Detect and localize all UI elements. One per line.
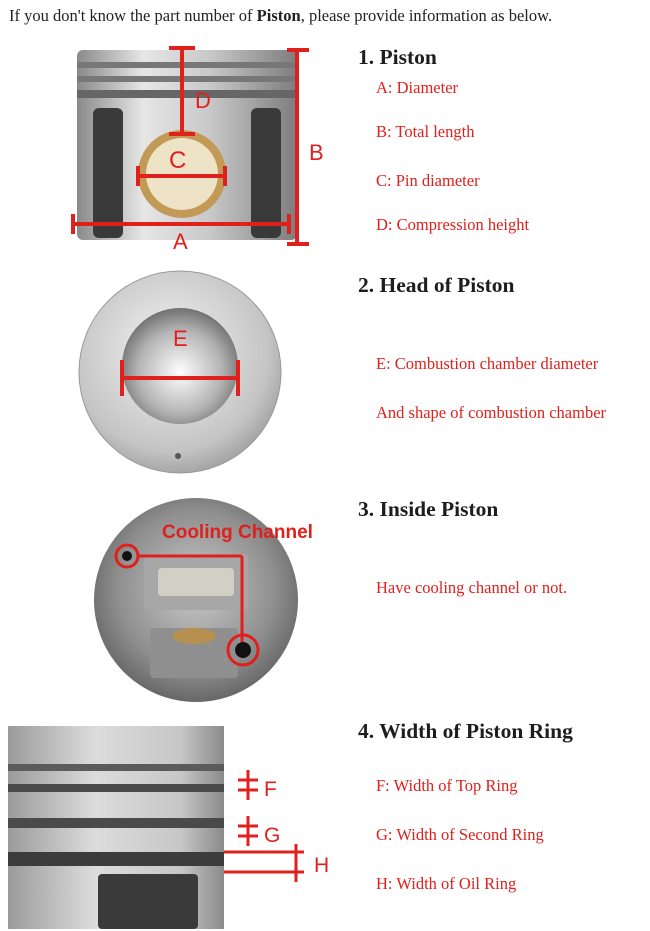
item-total-length: B: Total length xyxy=(376,122,475,141)
intro-text xyxy=(9,6,649,26)
label-g: G xyxy=(264,824,281,847)
label-c: C xyxy=(169,147,187,174)
piston-side-image xyxy=(65,42,330,257)
heading-ring-width: 4. Width of Piston Ring xyxy=(358,719,573,743)
item-combustion-shape: And shape of combustion chamber xyxy=(376,403,607,422)
item-compression-height: D: Compression height xyxy=(376,215,530,234)
heading-piston: 1. Piston xyxy=(358,45,437,69)
label-d: D xyxy=(195,88,211,113)
label-f: F xyxy=(264,778,277,801)
label-b: B xyxy=(309,140,324,165)
item-top-ring: F: Width of Top Ring xyxy=(376,776,518,795)
piston-inside-image xyxy=(66,496,336,706)
item-combustion-diameter: E: Combustion chamber diameter xyxy=(376,354,599,373)
item-second-ring: G: Width of Second Ring xyxy=(376,825,544,844)
label-e: E xyxy=(173,326,188,351)
item-oil-ring: H: Width of Oil Ring xyxy=(376,874,517,893)
piston-head-image xyxy=(70,268,290,476)
intro-before: If you don't know the part number of xyxy=(9,6,257,25)
label-a: A xyxy=(173,229,188,254)
item-pin-diameter: C: Pin diameter xyxy=(376,171,480,190)
label-h: H xyxy=(314,854,330,877)
label-cooling-channel: Cooling Channel xyxy=(162,522,313,543)
heading-head-of-piston: 2. Head of Piston xyxy=(358,273,515,297)
intro-after: , please provide information as below. xyxy=(300,6,553,25)
item-diameter: A: Diameter xyxy=(376,78,459,97)
item-cooling-channel: Have cooling channel or not. xyxy=(376,578,568,597)
piston-ring-image xyxy=(8,726,348,929)
heading-inside-piston: 3. Inside Piston xyxy=(358,497,499,521)
intro-bold: Piston xyxy=(256,6,301,25)
